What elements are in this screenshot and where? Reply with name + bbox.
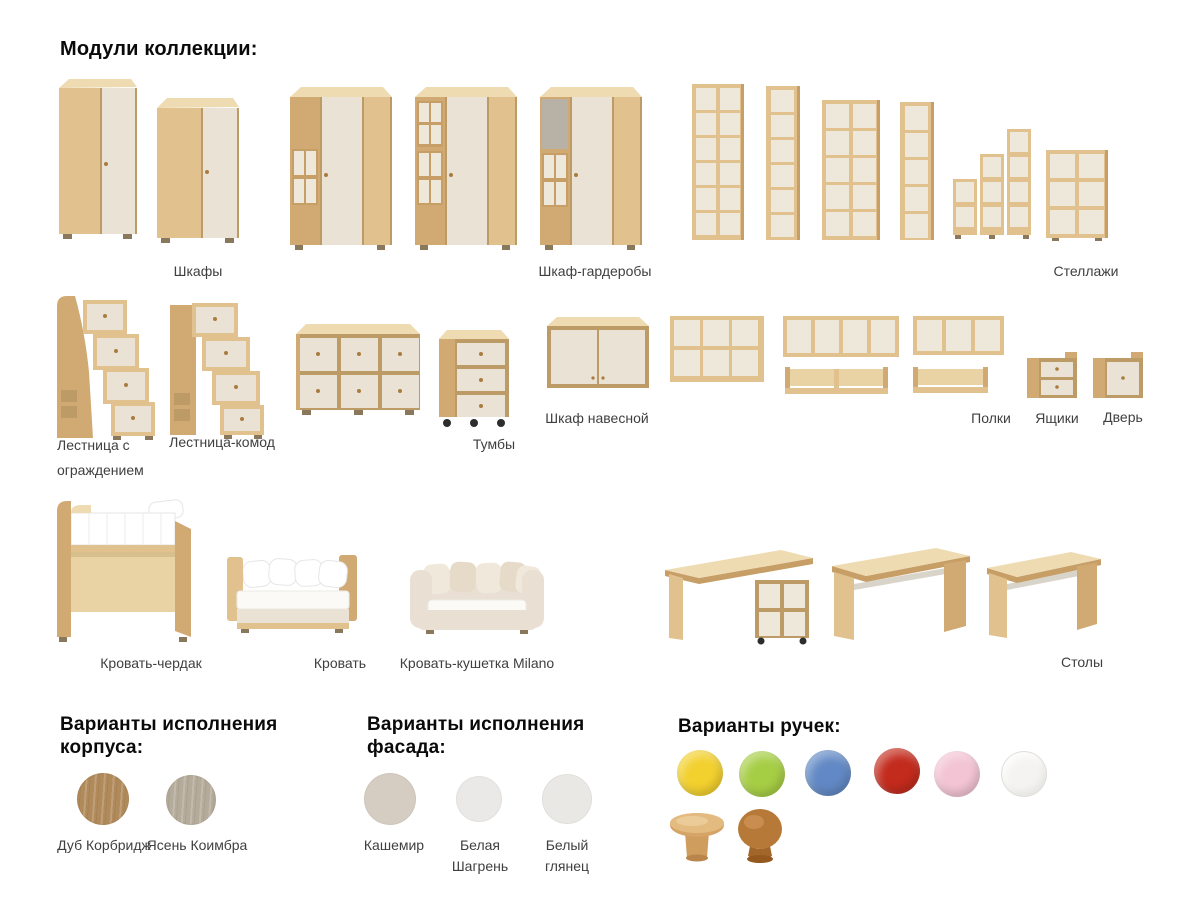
label-desks: Столы <box>1060 654 1104 670</box>
chest-6-drawers-illustration <box>294 320 422 420</box>
shelf-1x6-illustration <box>766 86 800 242</box>
facade-color-swatch <box>456 776 502 822</box>
wardrobe-closet-illustration <box>535 83 647 253</box>
table-long-illustration <box>832 548 970 642</box>
shelf-2x3-illustration <box>1046 150 1108 242</box>
wall-shelf-3cell-illustration <box>913 316 1004 359</box>
bed-illustration <box>227 549 357 637</box>
body-variants-title: Варианты исполнения корпуса: <box>60 714 278 758</box>
couch-bed-illustration <box>410 548 544 636</box>
label-body-option: Ясень Коимбра <box>146 837 248 853</box>
label-body-option: Дуб Корбридж <box>57 837 151 853</box>
label-loft-bed: Кровать-чердак <box>100 655 202 671</box>
facade-color-swatch <box>364 773 416 825</box>
handle-knob-yellow <box>677 750 723 796</box>
shelf-2x5-illustration <box>822 100 880 242</box>
page-title: Модули коллекции: <box>60 38 258 60</box>
handle-knob-red <box>874 748 920 794</box>
label-couch-bed: Кровать-кушетка Milano <box>399 655 555 671</box>
door-insert-illustration <box>1091 350 1145 402</box>
handle-variants-title: Варианты ручек: <box>678 716 841 737</box>
drawer-insert-illustration <box>1025 350 1079 402</box>
label-facade-option: Белая Шагрень <box>451 837 509 874</box>
facade-color-swatch <box>542 774 592 824</box>
handle-knob-white <box>1001 751 1047 797</box>
label-ladder-chest: Лестница-комод <box>169 434 275 450</box>
ladder-chest-illustration <box>168 301 264 439</box>
desk-with-shelf-illustration <box>663 546 815 646</box>
label-shelves: Полки <box>971 410 1011 426</box>
body-color-swatch <box>166 775 216 825</box>
low-shelf-illustration <box>913 365 988 394</box>
ladder-railing-illustration <box>55 292 155 440</box>
wardrobe-short-illustration <box>151 94 243 244</box>
label-wardrobes: Шкафы <box>173 263 223 279</box>
label-facade-option: Кашемир <box>363 837 425 853</box>
shelf-2x6-illustration <box>692 84 744 242</box>
stair-shelf-illustration <box>953 129 1031 241</box>
label-door-unit: Дверь <box>1103 409 1143 425</box>
label-shelving: Стеллажи <box>1053 263 1119 279</box>
label-wardrobe-closets: Шкаф-гардеробы <box>538 263 652 279</box>
wall-shelf-4cell-illustration <box>783 316 899 361</box>
loft-bed-illustration <box>57 495 193 643</box>
label-bed: Кровать <box>313 655 367 671</box>
label-ladder-railing: Лестница с ограждением <box>57 437 144 479</box>
body-color-swatch <box>77 773 129 825</box>
handle-knob-wood-flat <box>668 812 726 862</box>
low-shelf-divider-illustration <box>785 365 888 396</box>
wardrobe-tall-illustration <box>53 76 141 244</box>
table-short-illustration <box>987 552 1101 641</box>
handle-knob-wood-round <box>736 808 784 866</box>
facade-variants-title: Варианты исполнения фасада: <box>367 714 585 758</box>
label-wall-cabinet: Шкаф навесной <box>545 410 649 426</box>
handle-knob-blue <box>805 750 851 796</box>
rolling-cabinet-illustration <box>437 327 513 429</box>
wardrobe-closet-illustration <box>410 83 522 253</box>
label-facade-option: Белый глянец <box>544 837 590 874</box>
label-cabinets: Тумбы <box>472 436 516 452</box>
wardrobe-closet-illustration <box>285 83 397 253</box>
handle-knob-green <box>739 751 785 797</box>
open-shelf-3x2-illustration <box>670 316 764 386</box>
label-drawer-unit: Ящики <box>1035 410 1079 426</box>
handle-knob-pink <box>934 751 980 797</box>
shelf-1x5-illustration <box>900 102 934 242</box>
wall-cabinet-illustration <box>545 314 651 394</box>
